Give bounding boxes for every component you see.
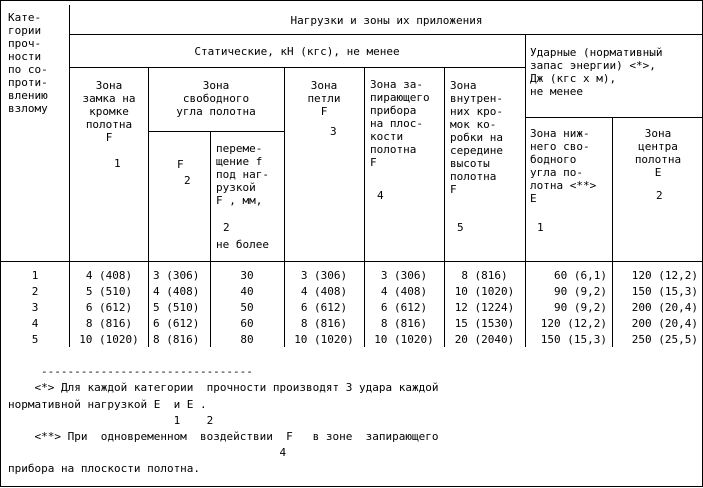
cell-e2: 200 (20,4) (631, 301, 698, 314)
subscript-f2: 2 (184, 174, 191, 187)
cell-f1: 5 (510) (85, 285, 133, 298)
cell-category: 1 (31, 269, 39, 282)
cell-displacement: 80 (240, 333, 254, 346)
header-zone-center: Зона центра полотна Е (634, 127, 682, 179)
cell-category: 5 (31, 333, 39, 346)
footnote-separator: -------------------------------- (41, 365, 253, 378)
cell-f3: 8 (816) (300, 317, 348, 330)
subscript-displacement: 2 (223, 221, 230, 234)
cell-f1: 6 (612) (85, 301, 133, 314)
cell-e2: 150 (15,3) (631, 285, 698, 298)
header-f2: F (177, 158, 184, 171)
cell-f5: 15 (1530) (454, 317, 515, 330)
cell-f3: 3 (306) (300, 269, 348, 282)
cell-e2: 200 (20,4) (631, 317, 698, 330)
cell-e1: 90 (9,2) (554, 285, 607, 298)
cell-f2: 4 (408) (153, 285, 200, 298)
subscript-f4: 4 (377, 189, 384, 202)
cell-f4: 10 (1020) (374, 333, 434, 346)
cell-f2: 8 (816) (153, 333, 200, 346)
cell-e1: 120 (12,2) (540, 317, 607, 330)
cell-e1: 90 (9,2) (554, 301, 607, 314)
cell-f1: 10 (1020) (79, 333, 139, 346)
cell-displacement: 30 (240, 269, 254, 282)
cell-displacement: 40 (240, 285, 254, 298)
cell-f1: 4 (408) (85, 269, 133, 282)
cell-category: 2 (31, 285, 39, 298)
subscript-e2: 2 (656, 189, 663, 202)
cell-f4: 3 (306) (380, 269, 428, 282)
header-displacement: переме- щение f под наг- рузкой F , мм, (216, 142, 269, 207)
header-zone-lock: Зона замка на кромке полотна F (82, 79, 136, 144)
cell-f5: 12 (1224) (454, 301, 515, 314)
header-category: Кате- гории проч- ности по со- проти- влению взлому (8, 11, 48, 115)
cell-e1: 150 (15,3) (540, 333, 607, 346)
footnote-2-subscript: 4 (8, 446, 287, 459)
subscript-e1: 1 (537, 221, 544, 234)
footnote-1-line-1: <*> Для каждой категории прочности производят 3 удара каждой (8, 381, 439, 394)
cell-f5: 20 (2040) (454, 333, 515, 346)
cell-f3: 10 (1020) (294, 333, 354, 346)
cell-category: 3 (31, 301, 39, 314)
cell-f4: 6 (612) (380, 301, 428, 314)
cell-f5: 8 (816) (461, 269, 508, 282)
cell-e2: 250 (25,5) (631, 333, 698, 346)
header-zone-free-corner: Зона свободного угла полотна (176, 79, 256, 118)
cell-f2: 3 (306) (153, 269, 200, 282)
header-zone-locking-device: Зона за- пирающего прибора на плос- кости полотна F (370, 78, 430, 169)
cell-f3: 4 (408) (300, 285, 348, 298)
header-loads-title: Нагрузки и зоны их приложения (290, 14, 483, 27)
header-zone-inner-edges: Зона внутрен- них кро- мок ко- робки на середине высоты полотна F (450, 79, 503, 196)
footnote-2-line-2: прибора на плоскости полотна. (8, 462, 201, 475)
cell-displacement: 50 (240, 301, 254, 314)
subscript-f3: 3 (330, 125, 337, 138)
footnote-1-line-2: нормативной нагрузкой Е и Е . (8, 398, 207, 411)
cell-f2: 6 (612) (153, 317, 200, 330)
header-zone-loop: Зона петли F (307, 79, 341, 118)
footnote-1-subscripts: 1 2 (8, 414, 214, 427)
cell-f3: 6 (612) (300, 301, 348, 314)
header-impact-title: Ударные (нормативный запас энергии) <*>, Дж (кгс х м), не менее (530, 46, 663, 98)
cell-e2: 120 (12,2) (631, 269, 698, 282)
subscript-f5: 5 (457, 221, 464, 234)
footnote-2-line-1: <**> При одновременном воздействии F в зоне запирающего (8, 430, 439, 443)
cell-f4: 8 (816) (380, 317, 428, 330)
cell-f1: 8 (816) (85, 317, 133, 330)
header-zone-lower-free-corner: Зона ниж- него сво- бодного угла по- лотна <**> Е (530, 127, 597, 205)
cell-f5: 10 (1020) (454, 285, 515, 298)
cell-category: 4 (31, 317, 39, 330)
cell-e1: 60 (6,1) (554, 269, 607, 282)
cell-displacement: 60 (240, 317, 254, 330)
cell-f4: 4 (408) (380, 285, 428, 298)
header-displacement-tail: не более (216, 238, 269, 251)
cell-f2: 5 (510) (153, 301, 200, 314)
header-static-title: Статические, кН (кгс), не менее (194, 45, 400, 58)
subscript-f1: 1 (114, 157, 121, 170)
